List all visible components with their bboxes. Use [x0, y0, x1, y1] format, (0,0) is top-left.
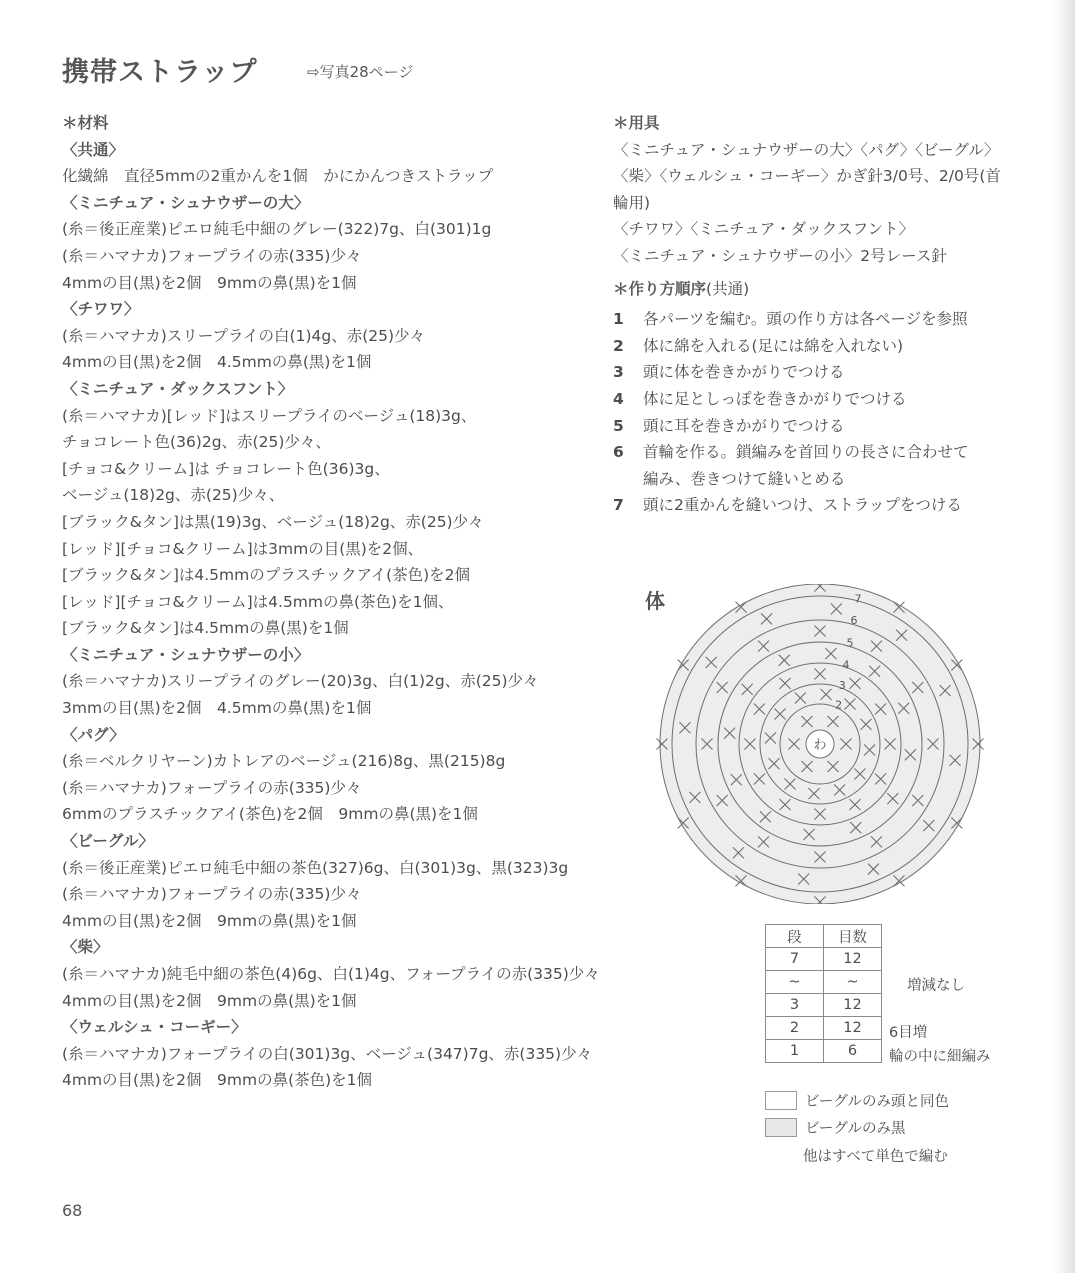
materials-line: [レッド][チョコ&クリーム]は3mmの目(黒)を2個、: [62, 539, 424, 558]
legend-item-same-color: [765, 1090, 949, 1111]
note-no-change: 増減なし: [907, 978, 965, 994]
method-step: [613, 466, 1043, 493]
round-cell: 2: [766, 1017, 824, 1040]
legend-item-black: [765, 1117, 905, 1138]
materials-subheading: 〈ミニチュア・シュナウザーの大〉: [62, 193, 310, 212]
stitch-count-cell: 12: [824, 948, 882, 971]
legend-text: ビーグルのみ黒: [805, 1121, 906, 1137]
materials-line: [レッド][チョコ&クリーム]は4.5mmの鼻(茶色)を1個、: [62, 592, 454, 611]
tools-line: 〈チワワ〉〈ミニチュア・ダックスフント〉: [613, 220, 915, 239]
tools-line: 輪用): [613, 193, 651, 212]
materials-line: (糸＝ハマナカ)フォープライの赤(335)少々: [62, 246, 362, 265]
method-step: [613, 306, 1043, 333]
tools-line: 〈ミニチュア・シュナウザーの大〉〈パグ〉〈ビーグル〉: [613, 140, 1000, 159]
materials-subheading: 〈チワワ〉: [62, 300, 140, 319]
step-text: 体に綿を入れる(足には綿を入れない): [643, 336, 904, 355]
diagram-label: 体: [645, 589, 665, 613]
method-heading-suffix: (共通): [706, 279, 750, 298]
step-number: 7: [613, 496, 624, 515]
step-number: 2: [613, 336, 624, 355]
round-cell: 3: [766, 994, 824, 1017]
materials-line: (糸＝ハマナカ)フォープライの赤(335)少々: [62, 778, 362, 797]
materials-line: [ブラック&タン]は黒(19)3g、ベージュ(18)2g、赤(25)少々: [62, 512, 484, 531]
materials-line: 6mmのプラスチックアイ(茶色)を2個 9mmの鼻(黒)を1個: [62, 805, 478, 824]
materials-subheading: 〈パグ〉: [62, 725, 125, 744]
round-table-row: [766, 971, 882, 994]
page-number: 68: [62, 1201, 83, 1220]
round-number-label: 2: [835, 698, 843, 712]
tools-line: 〈柴〉〈ウェルシュ・コーギー〉かぎ針3/0号、2/0号(首: [613, 167, 1001, 186]
materials-line: [チョコ&クリーム]は チョコレート色(36)3g、: [62, 459, 390, 478]
step-text: 頭に耳を巻きかがりでつける: [643, 416, 845, 435]
materials-line: (糸＝ベルクリヤーン)カトレアのベージュ(216)8g、黒(215)8g: [62, 752, 506, 771]
tools-line: 〈ミニチュア・シュナウザーの小〉2号レース針: [613, 246, 947, 265]
round-table-row: [766, 1040, 882, 1063]
materials-line: (糸＝ハマナカ)フォープライの白(301)3g、ベージュ(347)7g、赤(335)少々: [62, 1044, 593, 1063]
magic-ring-label: わ: [813, 738, 827, 753]
method-heading: ＊作り方順序: [613, 279, 707, 298]
crochet-chart-svg: [650, 584, 990, 904]
materials-line: (糸＝ハマナカ)スリープライの白(1)4g、赤(25)少々: [62, 326, 426, 345]
method-step: [613, 439, 1043, 466]
round-cell: 7: [766, 948, 824, 971]
tools-list: [613, 137, 1043, 270]
round-table-header-cell: 段: [766, 925, 824, 948]
round-table-header-cell: 目数: [824, 925, 882, 948]
photo-reference: ⇨写真28ページ: [307, 63, 414, 81]
materials-line: (糸＝後正産業)ピエロ純毛中細の茶色(327)6g、白(301)3g、黒(323)3g: [62, 858, 569, 877]
method-step: [613, 359, 1043, 386]
round-number-label: 3: [838, 678, 846, 692]
note-ring: 輪の中に細編み: [889, 1049, 991, 1065]
round-table-row: [766, 994, 882, 1017]
method-steps: [613, 306, 1043, 519]
materials-section: [62, 110, 622, 1094]
round-table-header: [766, 925, 882, 948]
materials-line: [ブラック&タン]は4.5mmのプラスチックアイ(茶色)を2個: [62, 566, 471, 585]
materials-line: (糸＝ハマナカ)[レッド]はスリープライのベージュ(18)3g、: [62, 406, 477, 425]
legend-text: ビーグルのみ頭と同色: [805, 1094, 949, 1110]
method-heading-row: [613, 276, 1043, 303]
tools-heading: ＊用具: [613, 114, 660, 132]
step-number: [613, 466, 643, 493]
round-cell: 1: [766, 1040, 824, 1063]
step-text: 体に足としっぽを巻きかがりでつける: [643, 389, 907, 408]
step-text: 頭に2重かんを縫いつけ、ストラップをつける: [643, 496, 962, 515]
round-table-row: [766, 948, 882, 971]
round-table-row: [766, 1017, 882, 1040]
round-cell: ~: [766, 971, 824, 994]
step-number: 3: [613, 363, 624, 382]
materials-subheading: 〈ビーグル〉: [62, 832, 154, 851]
legend-note: 他はすべて単色で編む: [803, 1149, 948, 1165]
materials-line: (糸＝後正産業)ピエロ純毛中細のグレー(322)7g、白(301)1g: [62, 220, 492, 239]
materials-line: (糸＝ハマナカ)スリープライのグレー(20)3g、白(1)2g、赤(25)少々: [62, 672, 539, 691]
materials-line: 4mmの目(黒)を2個 4.5mmの鼻(黒)を1個: [62, 353, 372, 372]
legend-swatch-gray: [765, 1118, 797, 1137]
materials-line: チョコレート色(36)2g、赤(25)少々、: [62, 433, 331, 452]
method-step: [613, 386, 1043, 413]
round-number-label: 4: [842, 658, 850, 672]
right-column: [613, 110, 1043, 519]
round-number-label: 7: [854, 592, 862, 606]
page-title: 携帯ストラップ: [62, 57, 258, 88]
crochet-chart: [650, 584, 990, 904]
materials-list: [62, 137, 622, 1094]
step-number: 6: [613, 443, 624, 462]
materials-line: 化繊綿 直径5mmの2重かんを1個 かにかんつきストラップ: [62, 167, 494, 186]
materials-line: 4mmの目(黒)を2個 9mmの鼻(黒)を1個: [62, 273, 357, 292]
note-increase: 6目増: [889, 1025, 928, 1041]
step-number: 5: [613, 416, 624, 435]
stitch-count-cell: ~: [824, 971, 882, 994]
materials-line: 3mmの目(黒)を2個 4.5mmの鼻(黒)を1個: [62, 699, 372, 718]
step-text: 各パーツを編む。頭の作り方は各ページを参照: [643, 310, 968, 329]
materials-line: 4mmの目(黒)を2個 9mmの鼻(茶色)を1個: [62, 1071, 373, 1090]
materials-heading: ＊材料: [62, 114, 109, 132]
materials-line: 4mmの目(黒)を2個 9mmの鼻(黒)を1個: [62, 991, 357, 1010]
materials-subheading: 〈ミニチュア・シュナウザーの小〉: [62, 645, 310, 664]
stitch-count-cell: 12: [824, 994, 882, 1017]
stitch-count-cell: 12: [824, 1017, 882, 1040]
materials-line: [ブラック&タン]は4.5mmの鼻(黒)を1個: [62, 619, 349, 638]
materials-subheading: 〈ウェルシュ・コーギー〉: [62, 1018, 247, 1037]
step-number: 4: [613, 389, 624, 408]
materials-line: (糸＝ハマナカ)純毛中細の茶色(4)6g、白(1)4g、フォープライの赤(335)少々: [62, 965, 600, 983]
legend-swatch-white: [765, 1091, 797, 1110]
materials-subheading: 〈ミニチュア・ダックスフント〉: [62, 379, 294, 398]
materials-subheading: 〈共通〉: [62, 140, 125, 159]
materials-line: (糸＝ハマナカ)フォープライの赤(335)少々: [62, 885, 362, 904]
step-number: 1: [613, 310, 624, 329]
round-number-label: 6: [850, 614, 858, 628]
materials-line: 4mmの目(黒)を2個 9mmの鼻(黒)を1個: [62, 911, 357, 930]
step-text: 首輪を作る。鎖編みを首回りの長さに合わせて: [643, 443, 969, 462]
step-text: 編み、巻きつけて縫いとめる: [643, 469, 846, 488]
stitch-count-cell: 6: [824, 1040, 882, 1063]
materials-line: ベージュ(18)2g、赤(25)少々、: [62, 486, 285, 505]
method-step: [613, 413, 1043, 440]
method-step: [613, 333, 1043, 360]
round-table: [765, 924, 882, 1063]
round-number-label: 5: [846, 636, 854, 650]
method-step: [613, 492, 1043, 519]
book-spine-shadow: [1053, 0, 1075, 1273]
step-text: 頭に体を巻きかがりでつける: [643, 363, 845, 382]
materials-subheading: 〈柴〉: [62, 938, 109, 957]
